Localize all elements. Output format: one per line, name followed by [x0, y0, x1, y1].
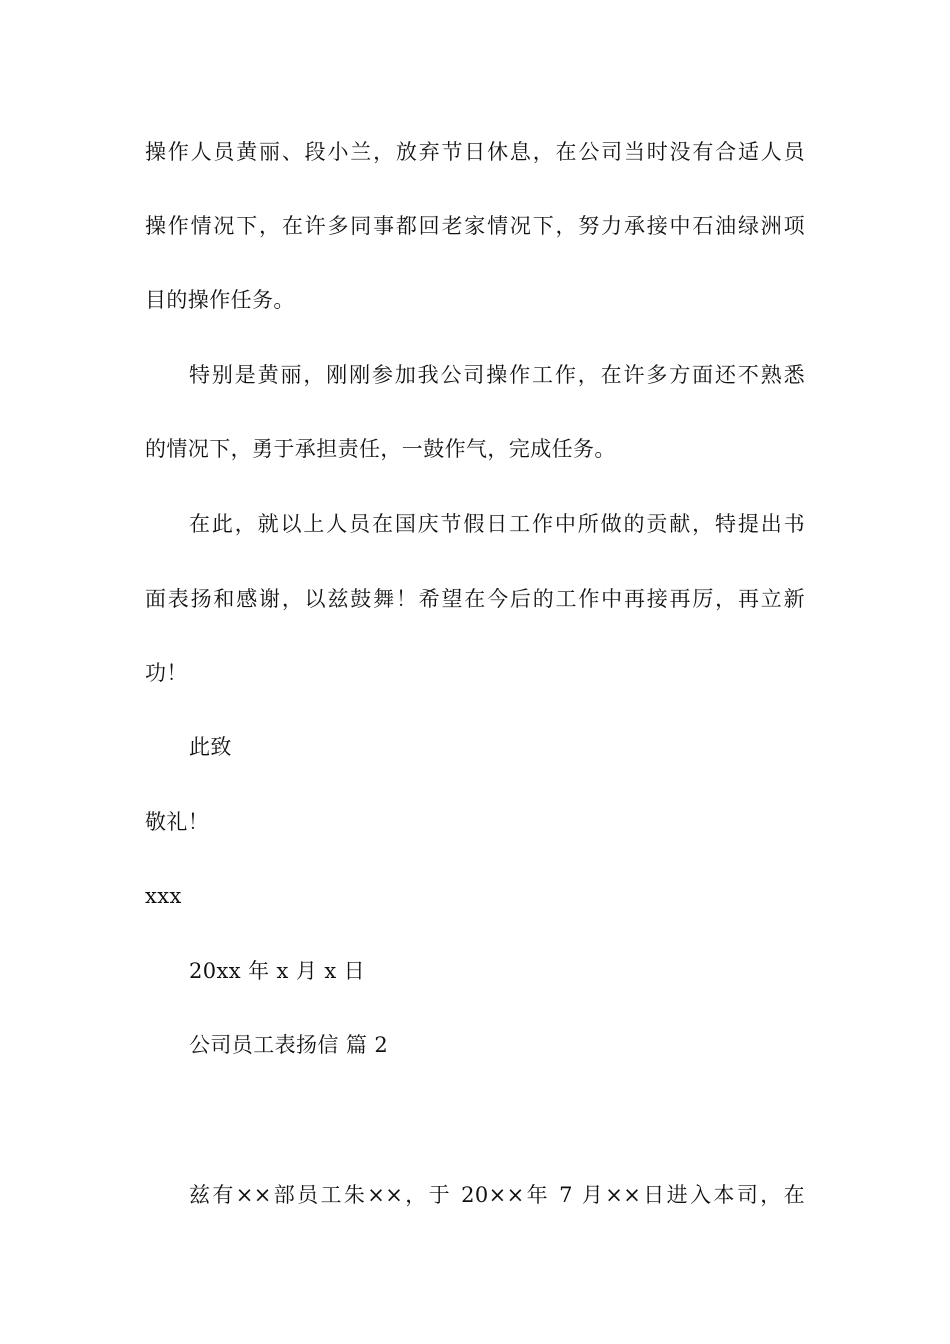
paragraph-line-5: 的情况下，勇于承担责任，一鼓作气，完成任务。 [145, 437, 616, 461]
closing-salutation: 此致 [189, 735, 232, 759]
paragraph-line-7: 面表扬和感谢，以兹鼓舞！希望在今后的工作中再接再厉，再立新 [145, 587, 805, 611]
signature-name: xxx [145, 884, 182, 908]
section-heading: 公司员工表扬信 篇 2 [189, 1033, 389, 1057]
paragraph-line-1: 操作人员黄丽、段小兰，放弃节日休息，在公司当时没有合适人员 [145, 140, 805, 164]
paragraph-line-6: 在此，就以上人员在国庆节假日工作中所做的贡献，特提出书 [189, 512, 805, 536]
paragraph-line-9: 兹有××部员工朱××，于 20××年 7 月××日进入本司，在 [189, 1183, 805, 1207]
paragraph-line-4: 特别是黄丽，刚刚参加我公司操作工作，在许多方面还不熟悉 [189, 363, 805, 387]
paragraph-line-2: 操作情况下，在许多同事都回老家情况下，努力承接中石油绿洲项 [145, 214, 805, 238]
paragraph-line-3: 目的操作任务。 [145, 288, 295, 312]
closing-regards: 敬礼！ [145, 810, 210, 834]
signature-date: 20xx 年 x 月 x 日 [189, 959, 366, 983]
paragraph-line-8: 功！ [145, 661, 188, 685]
